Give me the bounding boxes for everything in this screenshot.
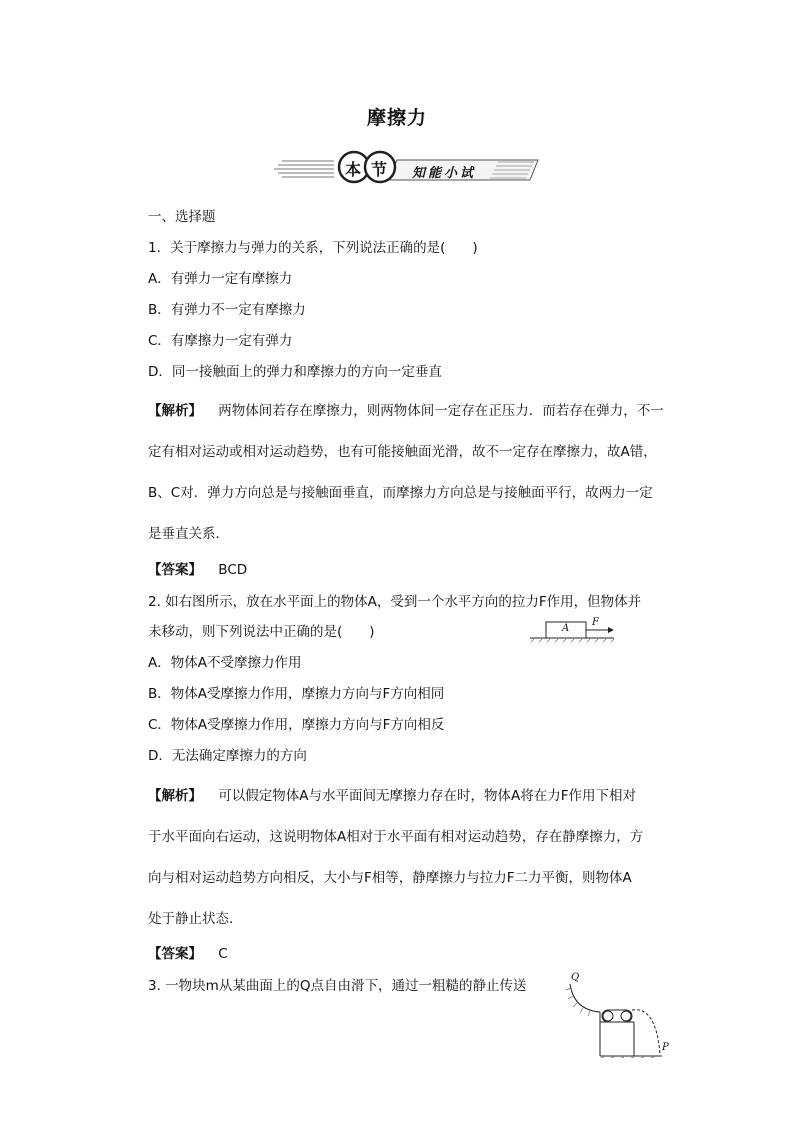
q1-answer-value: BCD <box>218 562 248 578</box>
q1-stem: 1．关于摩擦力与弹力的关系，下列说法正确的是( ) <box>148 240 478 256</box>
q1-analysis-text: 两物体间若存在摩擦力，则两物体间一定存在正压力．而若存在弹力，不一 <box>218 403 664 419</box>
q2-answer <box>148 944 228 964</box>
q2-analysis-tag: 【解析】 <box>148 788 202 804</box>
q2-stem-line-1: 2. 如右图所示，放在水平面上的物体A，受到一个水平方向的拉力F作用，但物体并 <box>148 594 642 610</box>
q2-analysis-text: 可以假定物体A与水平面间无摩擦力存在时，物体A将在力F作用下相对 <box>218 788 637 804</box>
banner-decoration <box>272 150 546 190</box>
page-title: 摩擦力 <box>366 107 427 129</box>
q2-analysis-line-1 <box>148 786 636 806</box>
banner-mark-1: 本 <box>345 160 362 179</box>
q1-option-b: B．有弹力不一定有摩擦力 <box>148 302 306 318</box>
q2-stem-line-2: 未移动，则下列说法中正确的是( ) <box>148 624 375 640</box>
q1-analysis-line-2: 定有相对运动或相对运动趋势，也有可能接触面光滑，故不一定存在摩擦力，故A错， <box>148 444 657 460</box>
q3-conveyor-diagram <box>556 970 676 1058</box>
q3-point-q-label: Q <box>571 972 580 983</box>
q2-option-b: B．物体A受摩擦力作用，摩擦力方向与F方向相同 <box>148 686 445 702</box>
q2-block-label: A <box>562 623 570 634</box>
q2-option-c: C．物体A受摩擦力作用，摩擦力方向与F方向相反 <box>148 717 445 733</box>
q1-option-a: A．有弹力一定有摩擦力 <box>148 271 293 287</box>
q1-answer-tag: 【答案】 <box>148 562 202 578</box>
q1-analysis-line-4: 是垂直关系． <box>148 526 229 542</box>
q2-analysis-line-4: 处于静止状态． <box>148 911 243 927</box>
banner-subtitle: 知能小试 <box>412 166 477 181</box>
q2-option-d: D．无法确定摩擦力的方向 <box>148 748 307 764</box>
q2-analysis-line-3: 向与相对运动趋势方向相反，大小与F相等，静摩擦力与拉力F二力平衡，则物体A <box>148 870 632 886</box>
section-heading: 一、选择题 <box>148 209 216 225</box>
q2-analysis-line-2: 于水平面向右运动，这说明物体A相对于水平面有相对运动趋势，存在静摩擦力，方 <box>148 829 644 845</box>
q1-analysis-line-1 <box>148 401 664 421</box>
q3-point-p-label: P <box>662 1042 669 1053</box>
section-banner <box>272 150 546 190</box>
q3-stem: 3. 一物块m从某曲面上的Q点自由滑下，通过一粗糙的静止传送 <box>148 978 527 994</box>
q1-option-c: C．有摩擦力一定有弹力 <box>148 333 293 349</box>
q2-answer-tag: 【答案】 <box>148 946 202 962</box>
q1-analysis-tag: 【解析】 <box>148 403 202 419</box>
q2-block-diagram <box>528 616 618 642</box>
q1-option-d: D．同一接触面上的弹力和摩擦力的方向一定垂直 <box>148 364 442 380</box>
q1-answer <box>148 560 247 580</box>
q2-option-a: A．物体A不受摩擦力作用 <box>148 655 302 671</box>
q3-figure <box>556 970 676 1058</box>
banner-mark-2: 节 <box>371 160 388 179</box>
q2-force-label: F <box>592 617 599 628</box>
q1-analysis-line-3: B、C对．弹力方向总是与接触面垂直，而摩擦力方向总是与接触面平行，故两力一定 <box>148 485 653 501</box>
q2-figure <box>528 616 618 642</box>
q2-answer-value: C <box>218 946 228 962</box>
